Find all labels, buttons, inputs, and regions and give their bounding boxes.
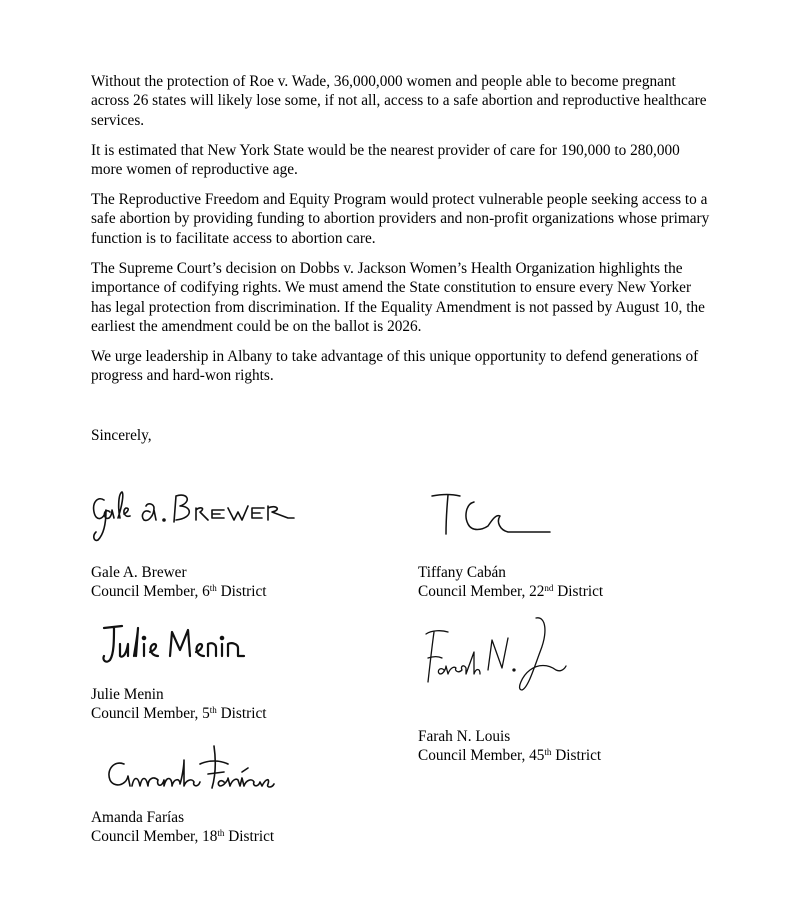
signer-gale-brewer	[91, 563, 267, 601]
signer-name: Tiffany Cabán	[418, 564, 506, 581]
paragraph-dobbs-decision: The Supreme Court’s decision on Dobbs v. Jackson Women’s Health Organization highlights the importance of codifying rights. We must amend the State constitution to ensure every New Yorker has legal protection from discrimination. If the Equality Amendment is not passed by August 10, the earliest the amendment could be on the ballot is 2026.	[91, 260, 705, 336]
signature-farah-louis	[418, 612, 568, 694]
signer-amanda-farias	[91, 808, 274, 846]
signature-gale-brewer	[88, 482, 298, 544]
signer-tiffany-caban	[418, 563, 603, 601]
signer-title: Council Member, 5th District	[91, 705, 267, 722]
signature-tiffany-caban	[430, 490, 560, 545]
signature-julie-menin	[98, 622, 258, 670]
signer-title: Council Member, 6th District	[91, 583, 267, 600]
signer-title: Council Member, 18th District	[91, 828, 275, 845]
signer-title: Council Member, 45th District	[418, 747, 602, 764]
signer-name: Farah N. Louis	[418, 728, 511, 745]
paragraph-new-york-care: It is estimated that New York State would be the nearest provider of care for 190,000 to 280,000 more women of reproductive age.	[91, 142, 680, 179]
signer-farah-louis	[418, 727, 601, 765]
signature-amanda-farias	[104, 742, 279, 794]
signer-name: Julie Menin	[91, 686, 164, 703]
signer-name: Gale A. Brewer	[91, 564, 187, 581]
paragraph-urge-leadership: We urge leadership in Albany to take advantage of this unique opportunity to defend generations of progress and hard-won rights.	[91, 348, 699, 385]
signer-title: Council Member, 22nd District	[418, 583, 604, 600]
paragraph-roe-v-wade: Without the protection of Roe v. Wade, 36,000,000 women and people able to become pregnant across 26 states will likely lose some, if not all, access to a safe abortion and reproductive healthcare services.	[91, 73, 707, 129]
paragraph-equity-program: The Reproductive Freedom and Equity Program would protect vulnerable people seeking access to a safe abortion by providing funding to abortion providers and non-profit organizations whose primary function is to facilitate access to abortion care.	[91, 191, 710, 247]
closing-salutation: Sincerely,	[91, 427, 152, 444]
signer-julie-menin	[91, 685, 267, 723]
signer-name: Amanda Farías	[91, 809, 185, 826]
